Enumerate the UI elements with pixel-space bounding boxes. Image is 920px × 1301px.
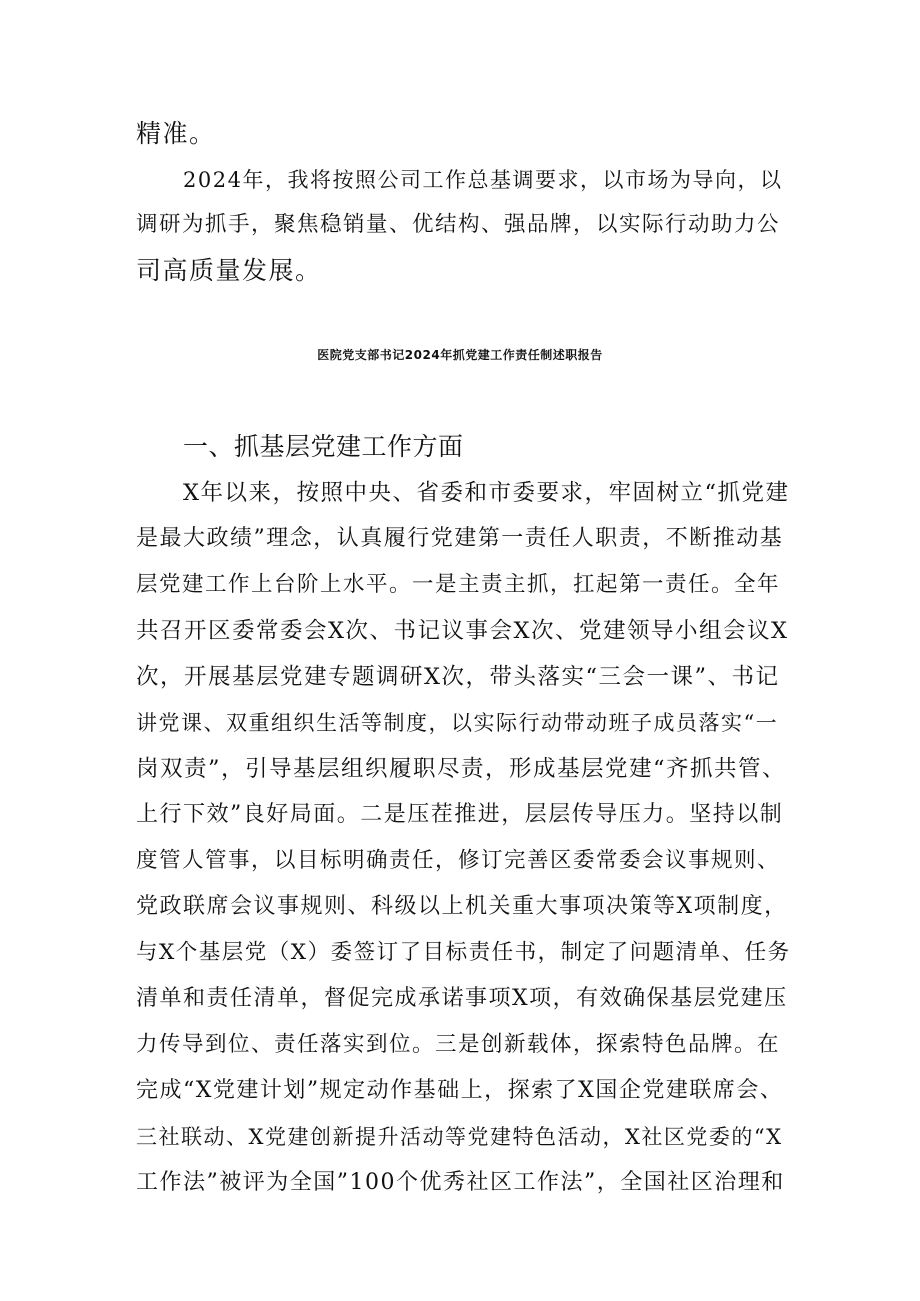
report-title: 医院党支部书记2024年抓党建工作责任制述职报告 [317, 348, 603, 362]
paragraph-line: 司高质量发展。 [136, 256, 322, 285]
body-line: 岗双责”，引导基层组织履职尽责，形成基层党建“齐抓共管、 [136, 756, 787, 782]
body-line: 清单和责任清单，督促完成承诺事项X项，有效确保基层党建压 [136, 986, 788, 1011]
body-line: 共召开区委常委会X次、书记议事会X次、党建领导小组会议X [136, 618, 789, 644]
section-heading: 一、抓基层党建工作方面 [183, 432, 464, 461]
body-line: 党政联席会议事规则、科级以上机关重大事项决策等X项制度， [136, 894, 788, 919]
body-line: 讲党课、双重组织生活等制度，以实际行动带动班子成员落实“一 [136, 711, 779, 735]
body-line: 工作法”被评为全国”100个优秀社区工作法”，全国社区治理和 [136, 1170, 785, 1195]
body-line: 与X个基层党（X）委签订了目标责任书，制定了问题清单、任务 [136, 940, 791, 965]
body-line: X年以来，按照中央、省委和市委要求，牢固树立“抓党建 [183, 480, 790, 506]
body-line: 层党建工作上台阶上水平。一是主责主抓，扛起第一责任。全年 [136, 572, 781, 597]
paragraph-fragment-end: 精准。 [136, 119, 216, 148]
paragraph-line: 调研为抓手，聚焦稳销量、优结构、强品牌，以实际行动助力公 [136, 212, 781, 237]
body-line: 上行下效”良好局面。二是压茬推进，层层传导压力。坚持以制 [136, 802, 784, 827]
body-line: 三社联动、X党建创新提升活动等党建特色活动，X社区党委的“X [136, 1125, 783, 1149]
body-line: 完成“X党建计划”规定动作基础上，探索了X国企党建联席会、 [136, 1078, 784, 1103]
body-line: 是最大政绩”理念，认真履行党建第一责任人职责，不断推动基 [136, 526, 784, 551]
body-line: 度管人管事，以目标明确责任，修订完善区委常委会议事规则、 [136, 848, 781, 873]
paragraph-line: 2024年，我将按照公司工作总基调要求，以市场为导向，以 [183, 168, 783, 192]
body-line: 力传导到位、责任落实到位。三是创新载体，探索特色品牌。在 [136, 1032, 781, 1057]
body-line: 次，开展基层党建专题调研X次，带头落实“三会一课”、书记 [136, 664, 780, 690]
